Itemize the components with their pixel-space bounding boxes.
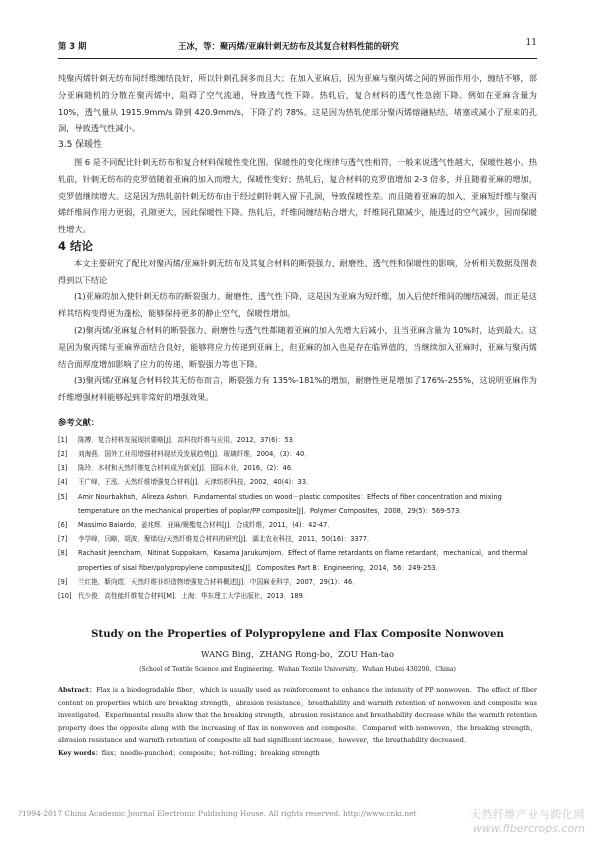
subsection-heading-3-5: 3.5 保暖性 xyxy=(58,140,103,151)
paragraph-breathability-end: 纯聚丙烯针刺无纺布间纤维缠结良好，所以针刺孔洞多而且大；在加入亚麻后，因为亚麻与聚丙烯之间的界面作用小，缠结不够，部分亚麻随机的分散在聚丙烯中，阻碍了空气流通，导致透气性下降。热轧后，复合材料的透气性急剧下降。例如在亚麻含量为 10%，透气量从 1915.9mm/s 降到 420.9mm/s，下降了约 78%。这是因为热轧使部分聚丙烯熔融粘结，堵塞或减小了原来的孔洞，导致透气性减小。 xyxy=(58,73,537,134)
reference-item xyxy=(58,475,537,489)
abstract-label: Abstract： xyxy=(58,686,97,694)
reference-item xyxy=(58,518,537,532)
reference-item xyxy=(58,589,537,603)
reference-text: 兰红艳，靳向煜．天然纤维非织造物增强复合材料概述[J]．中国麻业科学，2007，29(1)：46． xyxy=(78,577,359,586)
reference-text: 陈玲．木材和天然纤维复合材料成为新宠[J]．国际木业，2016，(2)：46． xyxy=(78,464,298,473)
english-keywords xyxy=(58,748,537,757)
watermark-text: 天然纤维产业与跨化网 xyxy=(470,808,585,821)
reference-number: [5] xyxy=(58,492,68,501)
watermark-url: www.fibercrops.com xyxy=(472,822,585,835)
reference-number: [9] xyxy=(58,577,68,586)
reference-number: [1] xyxy=(58,435,68,444)
reference-item xyxy=(58,447,537,461)
reference-text: 陈搏．复合材料发展现状要略[J]．高科技纤维与应用，2012，37(6)：53． xyxy=(78,435,300,444)
english-affiliation: (School of Textile Science and Engineering，Wuhan Textile University，Wuhan Hubei 430200，China) xyxy=(139,666,456,673)
reference-item xyxy=(58,546,537,574)
english-authors: WANG Bing，ZHANG Rong-bo，ZOU Han-tao xyxy=(201,649,394,659)
reference-number: [3] xyxy=(58,464,68,473)
reference-text: Massimo Baiardo，姜兆辉．亚麻/聚酯复合材料[J]．合成纤维，2011，(4)：42-47． xyxy=(78,520,334,529)
running-title: 王冰，等：聚丙烯/亚麻针刺无纺布及其复合材料性能的研究 xyxy=(178,41,399,51)
paragraph-conclusion-intro: 本文主要研究了配比对聚丙烯/亚麻针刺无纺布及其复合材料的断裂强力、耐磨性、透气性和保暖性的影响，分析相关数据及图表得到以下结论 xyxy=(58,257,537,285)
reference-item xyxy=(58,461,537,475)
reference-text: Rachasit Jeencham，Nitinat Suppakarn，Kasama Jarukumjorn．Effect of flame retardants on flame retardant，mechanical，and thermal properties of sisal fiber/polypropylene composites[J]．Composites Part B：Engineering，2014，56：249-253． xyxy=(78,549,528,572)
keywords-label: Key words： xyxy=(58,749,102,757)
paragraph-conclusion-3: (3)聚丙烯/亚麻复合材料较其无纺布而言，断裂强力有 135%-181%的增加，耐磨性更是增加了176%-255%，这说明亚麻作为纤维增强材料能够起到非常好的增强效果。 xyxy=(58,375,537,403)
references-heading: 参考文献： xyxy=(58,416,99,427)
copyright-footer: ?1994-2017 China Academic Journal Electronic Publishing House. All rights reserved. http://www.cnki.net xyxy=(18,809,417,818)
reference-number: [4] xyxy=(58,478,68,487)
reference-item xyxy=(58,575,537,589)
reference-number: [8] xyxy=(58,549,68,558)
abstract-text: Flax is a biodegradable fiber，which is usually used as reinforcement to enhance the intensity of PP nonwoven．The effect of fiber content on properties which are breaking strength，abrasion resistance，breathability and warmth retention of nonwoven and composite was investigated．Experimental results show that the breaking strength，abrasion resistance and breathability decrease while the warmth retention property does the opposite along with the increasing of flax in nonwoven and composite．Compared with nonwoven，the breaking strength，abrasion resistance and warmth retention of composite all had significant increase，however，the breathability decreased． xyxy=(58,686,537,745)
running-header xyxy=(58,38,537,54)
reference-item xyxy=(58,532,537,546)
issue-label: 第 3 期 xyxy=(58,41,87,51)
reference-item xyxy=(58,433,537,447)
reference-number: [7] xyxy=(58,535,68,544)
english-title: Study on the Properties of Polypropylene and Flax Composite Nonwoven xyxy=(91,628,504,640)
reference-text: Amir Nourbakhsh，Alireza Ashori．Fundamental studies on wood－plastic composites：Effects of fiber concentration and mixing temperature on the mechanical properties of poplar/PP composite[J]．Polymer Composites，2008，29(5)：569-573． xyxy=(78,492,502,515)
reference-text: 李学峰，闫略，胡波．聚烯烃/天然纤维复合材料的研究[J]．湖北农业科技，2011，50(16)：3377． xyxy=(78,535,374,544)
reference-number: [2] xyxy=(58,449,68,458)
reference-number: [10] xyxy=(58,591,72,600)
references-list xyxy=(58,433,537,603)
paragraph-warmth: 图 6 是不同配比针刺无纺布和复合材料保暖性变化图。保暖性的变化规律与透气性相符，一般来说透气性越大，保暖性越小。热轧前，针刺无纺布的克罗值随着亚麻的加入而增大，保暖性变好；热轧后，复合材料的克罗值增加 2-3 倍多，并且随着亚麻的增加，克罗值继续增大。这是因为热轧前针刺无纺布由于经过刺针刺入留下孔洞，导致保暖性差。而且随着亚麻的加入，亚麻短纤维与聚丙烯纤维间作用力更弱，孔隙更大，因此保暖性下降。热轧后，纤维间缠结粘合增大，纤维间孔隙减少，能透过的空气减少，因而保暖性增大。 xyxy=(58,156,537,235)
reference-text: 王广峰，王泓．天然纤维增强复合材料[J]．天津纺织科技，2002，40(4)：33． xyxy=(78,478,313,487)
keywords-text: flax；needle-punched；composite；hot-rolling；breaking strength xyxy=(101,749,320,757)
reference-item xyxy=(58,490,537,518)
english-abstract xyxy=(58,684,537,747)
reference-text: 代少俊．高性能纤维复合材料[M]．上海：华东理工大学出版社，2013．189． xyxy=(78,591,310,600)
paragraph-conclusion-2: (2)聚丙烯/亚麻复合材料的断裂强力、耐磨性与透气性都随着亚麻的加入先增大后减小，且当亚麻含量为 10%时，达到最大。这是因为聚丙烯与亚麻界面结合良好，能够将应力传递到亚麻上，但亚麻的加入也是存在临界值的，当继续加入亚麻时，亚麻与聚丙烯结合面厚度增加影响了应力的传递，断裂强力等也下降。 xyxy=(58,324,537,369)
paragraph-conclusion-1: (1)亚麻的加入使针刺无纺布的断裂强力、耐磨性、透气性下降，这是因为亚麻为短纤维，加入后使纤维间的缠结减弱，而正是这样其结构变得更为蓬松，能够保持更多的静止空气，保暖性增加。 xyxy=(58,291,537,319)
header-rule xyxy=(58,58,537,59)
reference-number: [6] xyxy=(58,520,68,529)
section-heading-conclusion: 4 结论 xyxy=(58,238,94,253)
reference-text: 刘海燕．国外工业用增强材料现状及发展趋势[J]．玻璃纤维，2004，(3)：40． xyxy=(78,449,311,458)
body-text xyxy=(58,70,537,603)
page-number: 11 xyxy=(525,38,537,48)
